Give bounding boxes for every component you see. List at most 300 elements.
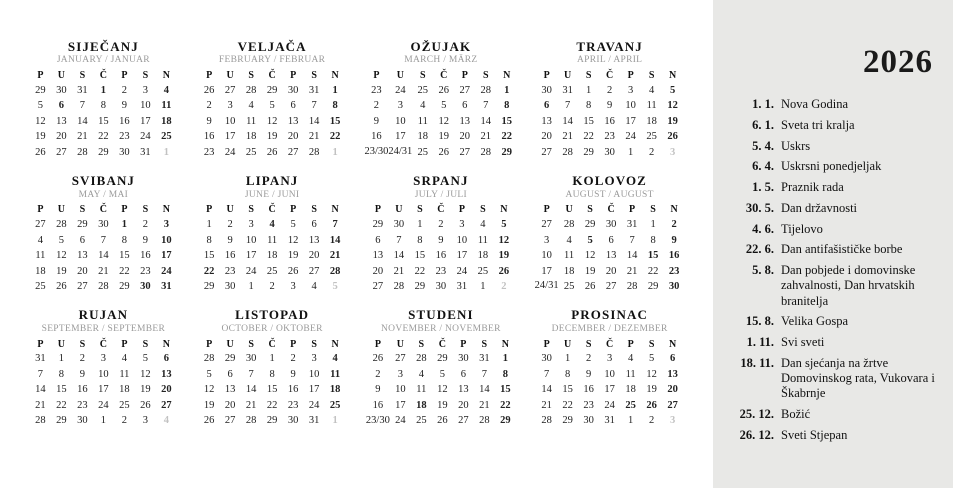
day-cell: 15	[56, 384, 67, 396]
weekday-header: Č	[99, 338, 107, 350]
weekday-header: U	[565, 204, 573, 216]
day-cell: 12	[646, 368, 657, 380]
holiday-name: Dan sjećanja na žrtve Domovinskog rata, Vukovara i Škabrnje	[781, 355, 935, 401]
day-cell: 28	[480, 146, 492, 158]
holiday-item	[731, 222, 939, 237]
day-cell: 27	[287, 146, 299, 158]
day-cell: 27	[541, 219, 552, 231]
day-cell: 17	[140, 115, 151, 127]
weekday-header: P	[37, 70, 44, 82]
day-cell: 25	[416, 415, 427, 427]
weekday-header: N	[670, 204, 678, 216]
day-cell: 1	[565, 353, 571, 365]
day-cell: 3	[543, 234, 550, 246]
weekday-header: P	[290, 338, 297, 350]
weekday-header: S	[248, 338, 254, 350]
month-name: TRAVANJ	[576, 39, 643, 54]
day-cell: 22	[500, 399, 511, 411]
day-cell: 18	[417, 131, 429, 143]
week-row	[199, 351, 346, 367]
weekday-header: S	[648, 338, 655, 350]
day-cell: 16	[119, 115, 130, 127]
weekday-header: S	[248, 204, 254, 216]
day-cell: 6	[462, 100, 468, 112]
weekday-header: P	[290, 204, 297, 216]
day-cell: 19	[646, 384, 657, 396]
day-cell: 2	[227, 219, 233, 231]
day-cell: 10	[98, 368, 109, 380]
day-cell: 23	[203, 146, 215, 158]
month-subtitle: OCTOBER / OKTOBER	[221, 323, 323, 334]
day-cell: 3	[311, 353, 317, 365]
week-row	[30, 382, 177, 398]
day-cell: 12	[498, 234, 510, 246]
weekday-header: P	[458, 204, 465, 216]
weekday-header: S	[311, 70, 317, 82]
weekday-header: Č	[437, 204, 445, 216]
week-row	[199, 114, 346, 130]
week-row	[30, 279, 177, 295]
weekday-header: N	[331, 70, 339, 82]
day-cell: 16	[583, 384, 594, 396]
day-cell: 1	[650, 219, 656, 231]
day-cell: 1	[269, 353, 275, 365]
holiday-date: 22. 6.	[745, 242, 774, 257]
holiday-item	[731, 201, 939, 216]
day-cell: 27	[161, 399, 172, 411]
day-cell: 30	[119, 146, 130, 158]
day-cell: 6	[163, 353, 169, 365]
day-cell: 27	[605, 281, 617, 293]
week-row	[30, 263, 177, 279]
day-cell: 4	[163, 415, 169, 427]
day-cell: 23	[224, 265, 236, 277]
weekday-header: N	[331, 204, 339, 216]
day-cell: 31	[604, 415, 615, 427]
day-cell: 17	[395, 131, 406, 143]
day-cell: 9	[206, 115, 212, 127]
day-cell: 1	[100, 415, 106, 427]
week-row	[366, 382, 516, 398]
weekday-header: P	[460, 338, 467, 350]
day-cell: 21	[98, 265, 109, 277]
holiday-item	[731, 428, 939, 443]
week-row	[30, 217, 177, 233]
month-subtitle: DECEMBER / DEZEMBER	[551, 323, 668, 334]
day-cell: 1	[332, 146, 338, 158]
week-row	[30, 145, 177, 161]
day-cell: 8	[586, 100, 592, 112]
day-cell: 31	[626, 219, 638, 231]
day-cell: 25	[417, 84, 429, 96]
holiday-name: Velika Gospa	[781, 314, 848, 329]
weekday-header: P	[206, 338, 213, 350]
day-cell: 20	[161, 384, 172, 396]
day-cell: 31	[140, 146, 151, 158]
day-cell: 1	[332, 415, 338, 427]
week-row	[199, 217, 346, 233]
day-cell: 1	[417, 219, 423, 231]
weekday-header: S	[418, 338, 425, 350]
day-cell: 9	[671, 234, 677, 246]
day-cell: 27	[372, 281, 384, 293]
day-cell: 19	[140, 384, 151, 396]
day-cell: 18	[161, 115, 172, 127]
year-title: 2026	[863, 44, 933, 80]
weekday-header: U	[396, 338, 404, 350]
day-cell: 13	[458, 384, 469, 396]
month-name: SRPANJ	[413, 173, 469, 189]
day-cell: 30	[140, 281, 151, 293]
day-cell: 27	[35, 219, 46, 231]
day-cell: 4	[332, 353, 338, 365]
holiday-name: Praznik rada	[781, 180, 844, 194]
day-cell: 26	[203, 84, 215, 96]
day-cell: 8	[417, 234, 423, 246]
day-cell: 10	[604, 368, 615, 380]
day-cell: 11	[267, 234, 278, 246]
day-cell: 29	[203, 281, 215, 293]
day-cell: 2	[142, 219, 148, 231]
day-cell: 7	[37, 368, 43, 380]
week-row	[30, 98, 177, 114]
day-cell: 12	[140, 368, 151, 380]
day-cell: 4	[37, 234, 43, 246]
day-cell: 14	[308, 115, 320, 127]
week-row	[30, 351, 177, 367]
weekday-header: Č	[268, 338, 276, 350]
week-row	[199, 263, 346, 279]
day-cell: 15	[98, 115, 109, 127]
day-cell: 26	[140, 399, 151, 411]
month-name: RUJAN	[78, 307, 129, 323]
day-cell: 2	[607, 84, 613, 96]
day-cell: 16	[140, 250, 151, 262]
day-cell: 30	[393, 219, 405, 231]
day-cell: 11	[161, 100, 172, 112]
day-cell: 30	[541, 353, 552, 365]
holiday-date: 25. 12.	[739, 407, 774, 421]
holiday-item	[731, 139, 939, 154]
month-block	[528, 174, 691, 294]
week-row	[199, 279, 346, 295]
weekday-header-row	[199, 69, 346, 83]
holiday-item	[731, 180, 939, 195]
week-row	[536, 83, 683, 99]
week-row	[366, 413, 516, 429]
day-cell: 17	[625, 115, 636, 127]
day-cell: 5	[290, 219, 296, 231]
day-cell: 25	[563, 281, 575, 293]
day-cell: 30	[245, 353, 257, 365]
month-block	[191, 174, 354, 294]
week-row	[367, 248, 514, 264]
day-cell: 13	[287, 115, 299, 127]
day-cell: 24	[140, 131, 151, 143]
day-cell: 24/31	[534, 280, 559, 292]
weekday-header: P	[206, 70, 213, 82]
day-cell: 29	[583, 146, 594, 158]
day-cell: 7	[565, 100, 571, 112]
day-cell: 30	[541, 84, 552, 96]
day-cell: 19	[287, 250, 299, 262]
day-cell: 17	[161, 250, 172, 262]
week-row	[199, 382, 346, 398]
day-cell: 24	[625, 131, 636, 143]
weekday-header: S	[79, 70, 86, 82]
week-row	[364, 114, 517, 130]
week-row	[199, 367, 346, 383]
day-cell: 7	[396, 234, 402, 246]
day-cell: 2	[438, 219, 444, 231]
day-cell: 21	[541, 399, 552, 411]
day-cell: 30	[435, 281, 447, 293]
holiday-date: 1. 11.	[746, 335, 774, 349]
weekday-header: U	[226, 338, 234, 350]
day-cell: 27	[224, 84, 236, 96]
weekday-header: U	[57, 204, 65, 216]
weekday-header: S	[311, 338, 317, 350]
weekday-header: P	[543, 70, 550, 82]
day-cell: 2	[649, 146, 655, 158]
holiday-item	[731, 97, 939, 112]
day-cell: 16	[668, 250, 680, 262]
day-cell: 2	[586, 353, 592, 365]
day-cell: 17	[541, 265, 552, 277]
day-cell: 8	[121, 234, 127, 246]
week-row	[199, 232, 346, 248]
day-cell: 5	[649, 353, 655, 365]
day-cell: 13	[224, 384, 236, 396]
day-cell: 9	[586, 368, 592, 380]
day-cell: 9	[373, 115, 380, 127]
day-cell: 1	[628, 415, 634, 427]
day-cell: 1	[163, 146, 169, 158]
weekday-header: U	[57, 70, 65, 82]
holiday-date: 6. 1.	[752, 117, 774, 132]
weekday-header: P	[461, 70, 468, 82]
day-cell: 26	[437, 415, 448, 427]
day-cell: 3	[142, 415, 148, 427]
weekday-header: S	[483, 70, 489, 82]
day-cell: 14	[562, 115, 573, 127]
day-cell: 22	[203, 265, 215, 277]
weekday-header: S	[79, 204, 86, 216]
day-cell: 21	[626, 265, 638, 277]
weekday-header: N	[162, 338, 170, 350]
month-day-grid	[199, 337, 346, 429]
day-cell: 28	[626, 281, 638, 293]
holiday-date: 4. 6.	[752, 221, 774, 236]
month-name: LISTOPAD	[235, 307, 310, 323]
day-cell: 29	[224, 353, 236, 365]
holiday-name: Tijelovo	[781, 221, 823, 236]
day-cell: 22	[266, 399, 278, 411]
day-cell: 3	[397, 100, 403, 112]
day-cell: 13	[77, 250, 88, 262]
day-cell: 10	[161, 234, 172, 246]
day-cell: 4	[418, 368, 424, 380]
day-cell: 7	[311, 100, 317, 112]
day-cell: 19	[266, 131, 278, 143]
weekday-header: S	[142, 70, 149, 82]
day-cell: 24	[161, 265, 172, 277]
day-cell: 18	[119, 384, 130, 396]
day-cell: 28	[562, 146, 573, 158]
holiday-date: 26. 12.	[739, 427, 774, 442]
week-row	[367, 217, 514, 233]
day-cell: 6	[608, 234, 614, 246]
holiday-item	[731, 314, 939, 329]
day-cell: 30	[98, 219, 109, 231]
week-row	[535, 232, 685, 248]
month-day-grid	[366, 337, 516, 429]
day-cell: 28	[35, 415, 46, 427]
week-row	[366, 398, 516, 414]
day-cell: 7	[332, 219, 338, 231]
month-name: VELJAČA	[237, 39, 307, 54]
day-cell: 3	[100, 353, 106, 365]
day-cell: 6	[58, 100, 64, 112]
day-cell: 18	[416, 399, 427, 411]
day-cell: 31	[479, 353, 490, 365]
weekday-header-row	[199, 337, 346, 351]
day-cell: 23	[119, 131, 130, 143]
day-cell: 4	[420, 100, 426, 112]
day-cell: 4	[649, 84, 655, 96]
day-cell: 12	[438, 115, 450, 127]
holiday-date: 18. 11.	[740, 355, 774, 370]
day-cell: 25	[646, 131, 657, 143]
day-cell: 9	[438, 234, 444, 246]
day-cell: 3	[397, 368, 403, 380]
week-row	[536, 367, 683, 383]
month-subtitle: MARCH / MÄRZ	[404, 55, 478, 66]
week-row	[199, 129, 346, 145]
weekday-header: U	[564, 338, 572, 350]
holiday-item	[731, 242, 939, 257]
day-cell: 5	[206, 368, 212, 380]
day-cell: 21	[245, 399, 257, 411]
day-cell: 5	[439, 368, 445, 380]
weekday-header: S	[587, 204, 593, 216]
day-cell: 4	[628, 353, 634, 365]
day-cell: 23	[435, 265, 447, 277]
day-cell: 31	[161, 281, 172, 293]
day-cell: 26	[203, 415, 215, 427]
day-cell: 12	[56, 250, 67, 262]
month-name: PROSINAC	[571, 307, 648, 323]
day-cell: 11	[646, 100, 657, 112]
weekday-header: S	[650, 204, 656, 216]
day-cell: 8	[565, 368, 571, 380]
day-cell: 25	[417, 146, 429, 158]
week-row	[535, 263, 685, 279]
day-cell: 21	[77, 131, 88, 143]
day-cell: 1	[480, 281, 486, 293]
day-cell: 20	[541, 131, 552, 143]
day-cell: 2	[501, 281, 507, 293]
day-cell: 21	[393, 265, 405, 277]
day-cell: 3	[670, 415, 676, 427]
day-cell: 3	[142, 84, 148, 96]
weekday-header: Č	[606, 338, 614, 350]
month-subtitle: AUGUST / AUGUST	[565, 189, 654, 200]
day-cell: 28	[203, 353, 215, 365]
day-cell: 27	[395, 353, 406, 365]
day-cell: 29	[647, 281, 659, 293]
day-cell: 4	[480, 219, 486, 231]
day-cell: 11	[477, 234, 488, 246]
day-cell: 6	[460, 368, 466, 380]
month-day-grid	[367, 203, 514, 295]
week-row	[364, 83, 517, 99]
day-cell: 10	[395, 115, 406, 127]
month-day-grid	[536, 69, 683, 161]
day-cell: 1	[206, 219, 212, 231]
weekday-header: N	[501, 338, 509, 350]
holiday-date: 1. 5.	[752, 180, 774, 194]
day-cell: 27	[667, 399, 678, 411]
day-cell: 14	[245, 384, 257, 396]
day-cell: 13	[372, 250, 384, 262]
weekday-header: S	[417, 204, 423, 216]
weekday-header: N	[500, 204, 508, 216]
holiday-name: Sveta tri kralja	[781, 117, 855, 132]
day-cell: 23/30	[364, 146, 389, 158]
week-row	[199, 413, 346, 429]
day-cell: 19	[438, 131, 450, 143]
day-cell: 30	[224, 281, 236, 293]
day-cell: 8	[332, 100, 338, 112]
holiday-date: 5. 4.	[752, 138, 774, 153]
day-cell: 26	[667, 131, 678, 143]
day-cell: 27	[56, 146, 67, 158]
day-cell: 13	[308, 234, 320, 246]
day-cell: 24/31	[388, 146, 413, 158]
day-cell: 16	[203, 131, 215, 143]
day-cell: 22	[56, 399, 67, 411]
weekday-header: U	[396, 70, 404, 82]
weekday-header-row	[535, 203, 685, 217]
month-block	[22, 308, 185, 428]
day-cell: 29	[414, 281, 426, 293]
day-cell: 24	[224, 146, 236, 158]
month-block	[191, 308, 354, 428]
holiday-item	[731, 407, 939, 422]
week-row	[366, 367, 516, 383]
day-cell: 2	[206, 100, 212, 112]
day-cell: 28	[329, 265, 341, 277]
weekday-header: S	[142, 204, 149, 216]
holiday-date: 6. 4.	[752, 159, 774, 174]
week-row	[536, 98, 683, 114]
day-cell: 27	[224, 415, 236, 427]
weekday-header-row	[199, 203, 346, 217]
month-day-grid	[30, 69, 177, 161]
holiday-date: 30. 5.	[745, 200, 774, 215]
weekday-header-row	[536, 337, 683, 351]
day-cell: 10	[625, 100, 636, 112]
holiday-name: Uskrs	[781, 138, 811, 153]
day-cell: 2	[121, 415, 127, 427]
weekday-header: N	[331, 338, 339, 350]
day-cell: 23/30	[365, 414, 390, 426]
day-cell: 13	[459, 115, 471, 127]
day-cell: 31	[77, 84, 88, 96]
day-cell: 19	[56, 265, 67, 277]
day-cell: 25	[245, 146, 257, 158]
